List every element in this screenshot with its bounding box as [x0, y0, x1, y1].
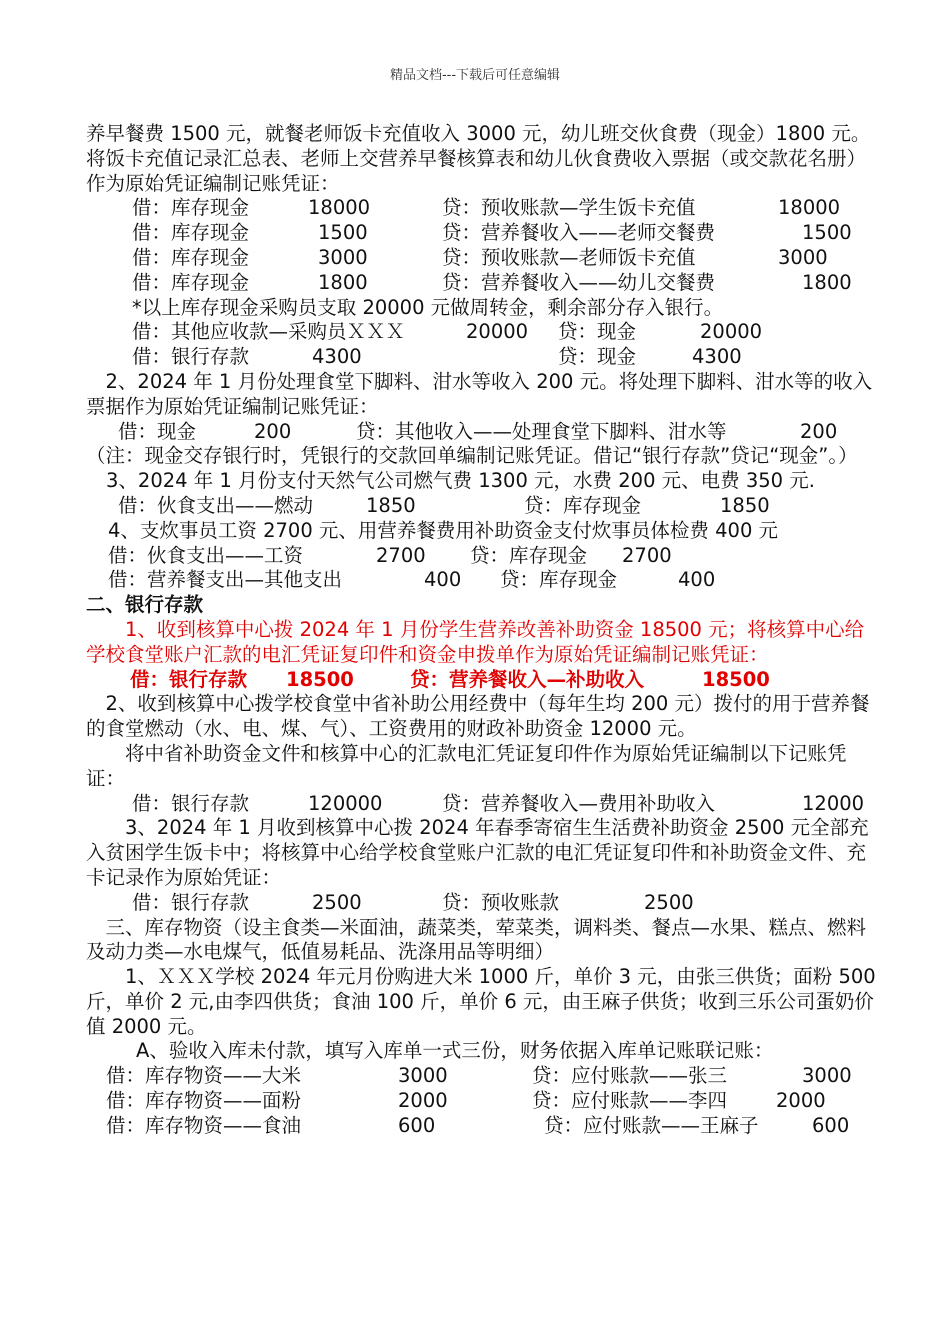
ledger-entry-cell: 借：伙食支出——燃动 [118, 493, 314, 517]
ledger-entry-cell: 4300 [312, 345, 362, 369]
ledger-entry-line [86, 1039, 876, 1064]
paragraph: 2、收到核算中心拨学校食堂中省补助公用经费中（每年生均 200 元）拨付的用于营养餐的食堂燃动（水、电、煤、气）、工资费用的财政补助资金 12000 元。 [86, 692, 870, 741]
ledger-entry-cell: 借：库存物资——食油 [106, 1113, 302, 1137]
ledger-entry-cell: 借：银行存款 [132, 791, 250, 815]
paragraph: 1、ＸＸＸ学校 2024 年元月份购进大米 1000 斤，单价 3 元，由张三供货；面粉 500 斤，单价 2 元,由李四供货；食油 100 斤，单价 6 元，由王麻子供货；收到三乐公司蛋奶价值 2000 元。 [86, 965, 876, 1038]
ledger-entry-cell: 3000 [802, 1064, 852, 1088]
ledger-entry-cell: 贷：应付账款——王麻子 [544, 1113, 759, 1137]
ledger-entry-cell: 贷：预收账款—老师饭卡充值 [442, 245, 696, 269]
ledger-entry-line [86, 221, 876, 246]
ledger-entry-cell: 贷：其他收入——处理食堂下脚料、泔水等 [356, 419, 727, 443]
ledger-entry-cell: 600 [398, 1113, 436, 1137]
ledger-entry-cell: 贷：库存现金 [500, 568, 618, 592]
ledger-entry-cell: 2500 [644, 890, 694, 914]
ledger-entry-cell: 1500 [318, 221, 368, 245]
ledger-entry-cell: 借：库存现金 [132, 245, 250, 269]
ledger-entry-cell: 2700 [376, 543, 426, 567]
ledger-entry-cell: 2500 [312, 890, 362, 914]
ledger-entry-cell: 3000 [778, 245, 828, 269]
ledger-entry-cell: 18500 [286, 667, 354, 691]
ledger-entry-cell: 借：其他应收款—采购员ＸＸＸ [132, 320, 406, 344]
ledger-entry-line [86, 792, 876, 817]
ledger-entry-line [86, 544, 876, 569]
ledger-entry-line [86, 1089, 876, 1114]
ledger-entry-line [86, 1114, 876, 1139]
ledger-entry-line [86, 345, 876, 370]
ledger-entry-line [86, 196, 876, 221]
ledger-entry-cell: 1500 [802, 221, 852, 245]
ledger-entry-cell: 贷：现金 [558, 345, 637, 369]
ledger-entry-line [86, 296, 876, 321]
ledger-entry-line [86, 668, 876, 693]
ledger-entry-cell: 借：营养餐支出—其他支出 [108, 568, 343, 592]
paragraph: 2、2024 年 1 月份处理食堂下脚料、泔水等收入 200 元。将处理下脚料、泔水等的收入票据作为原始凭证编制记账凭证： [86, 369, 873, 418]
ledger-entry-cell: 18000 [778, 196, 841, 220]
paragraph: （注：现金交存银行时，凭银行的交款回单编制记账凭证。借记“银行存款”贷记“现金”。） [86, 444, 858, 468]
ledger-entry-cell: 借：银行存款 [130, 667, 248, 691]
ledger-entry-cell: 贷：预收账款—学生饭卡充值 [442, 196, 696, 220]
ledger-entry-cell: 借：银行存款 [132, 345, 250, 369]
ledger-entry-cell: 借：银行存款 [132, 890, 250, 914]
ledger-entry-cell: 20000 [466, 320, 529, 344]
ledger-entry-cell: A、验收入库未付款，填写入库单一式三份，财务依据入库单记账联记账： [136, 1039, 774, 1063]
ledger-entry-cell: 2700 [622, 543, 672, 567]
page-header: 精品文档---下载后可任意编辑 [389, 68, 561, 83]
ledger-entry-cell: 3000 [318, 245, 368, 269]
ledger-entry-cell: 2000 [776, 1089, 826, 1113]
ledger-entry-cell: 400 [678, 568, 716, 592]
ledger-entry-cell: 借：伙食支出——工资 [108, 543, 304, 567]
ledger-entry-line [86, 494, 876, 519]
paragraph: 养早餐费 1500 元，就餐老师饭卡充值收入 3000 元，幼儿班交伙食费（现金）1800 元。将饭卡充值记录汇总表、老师上交营养早餐核算表和幼儿伙食费收入票据（或交款花名册）作为原始凭证编制记账凭证： [86, 122, 871, 195]
ledger-entry-line [86, 271, 876, 296]
ledger-entry-cell: 2000 [398, 1089, 448, 1113]
ledger-entry-cell: 4300 [692, 345, 742, 369]
ledger-entry-cell: 借：库存现金 [132, 221, 250, 245]
ledger-entry-cell: 1800 [318, 270, 368, 294]
ledger-entry-cell: 贷：应付账款——李四 [532, 1089, 728, 1113]
ledger-entry-cell: 20000 [700, 320, 763, 344]
ledger-entry-cell: 3、2024 年 1 月份支付天然气公司燃气费 1300 元，水费 200 元、电费 350 元. [106, 469, 815, 493]
ledger-entry-cell: 4、支炊事员工资 2700 元、用营养餐费用补助资金支付炊事员体检费 400 元 [108, 518, 779, 542]
ledger-entry-cell: *以上库存现金采购员支取 20000 元做周转金，剩余部分存入银行。 [132, 295, 724, 319]
ledger-entry-line [86, 519, 876, 544]
ledger-entry-cell: 贷：库存现金 [524, 493, 642, 517]
ledger-entry-cell: 贷：营养餐收入——老师交餐费 [442, 221, 716, 245]
ledger-entry-cell: 12000 [802, 791, 865, 815]
ledger-entry-cell: 200 [800, 419, 838, 443]
ledger-entry-line [86, 246, 876, 271]
paragraph: 将中省补助资金文件和核算中心的汇款电汇凭证复印件作为原始凭证编制以下记账凭证： [86, 741, 847, 790]
paragraph: 3、2024 年 1 月收到核算中心拨 2024 年春季寄宿生生活费补助资金 2500 元全部充入贫困学生饭卡中；将核算中心给学校食堂账户汇款的电汇凭证复印件和补助资金文件、充卡记录作为原始凭证： [86, 816, 869, 889]
ledger-entry-line [86, 891, 876, 916]
ledger-entry-line [86, 568, 876, 593]
ledger-entry-line [86, 320, 876, 345]
ledger-entry-cell: 3000 [398, 1064, 448, 1088]
ledger-entry-cell: 借：库存现金 [132, 270, 250, 294]
ledger-entry-cell: 贷：预收账款 [442, 890, 560, 914]
ledger-entry-cell: 贷：营养餐收入—费用补助收入 [442, 791, 716, 815]
document-body [86, 122, 876, 1139]
ledger-entry-line [86, 1064, 876, 1089]
section-heading: 二、银行存款 [86, 593, 204, 617]
ledger-entry-cell: 借：现金 [118, 419, 197, 443]
ledger-entry-line [86, 469, 876, 494]
ledger-entry-cell: 1850 [366, 493, 416, 517]
ledger-entry-cell: 1850 [720, 493, 770, 517]
ledger-entry-cell: 贷：现金 [558, 320, 637, 344]
ledger-entry-line [86, 420, 876, 445]
ledger-entry-cell: 借：库存物资——大米 [106, 1064, 302, 1088]
ledger-entry-cell: 借：库存物资——面粉 [106, 1089, 302, 1113]
ledger-entry-cell: 贷：营养餐收入—补助收入 [410, 667, 645, 691]
ledger-entry-cell: 120000 [308, 791, 383, 815]
ledger-entry-cell: 200 [254, 419, 292, 443]
ledger-entry-cell: 18000 [308, 196, 371, 220]
paragraph: 1、收到核算中心拨 2024 年 1 月份学生营养改善补助资金 18500 元；将核算中心给学校食堂账户汇款的电汇凭证复印件和资金申拨单作为原始凭证编制记账凭证： [86, 617, 865, 666]
ledger-entry-cell: 贷：库存现金 [470, 543, 588, 567]
ledger-entry-cell: 借：库存现金 [132, 196, 250, 220]
paragraph: 三、库存物资（设主食类—米面油，蔬菜类，荤菜类，调料类、餐点—水果、糕点、燃料及动力类—水电煤气，低值易耗品、洗涤用品等明细） [86, 915, 867, 964]
ledger-entry-cell: 600 [812, 1113, 850, 1137]
ledger-entry-cell: 贷：营养餐收入——幼儿交餐费 [442, 270, 716, 294]
ledger-entry-cell: 贷：应付账款——张三 [532, 1064, 728, 1088]
ledger-entry-cell: 18500 [702, 667, 770, 691]
ledger-entry-cell: 400 [424, 568, 462, 592]
ledger-entry-cell: 1800 [802, 270, 852, 294]
